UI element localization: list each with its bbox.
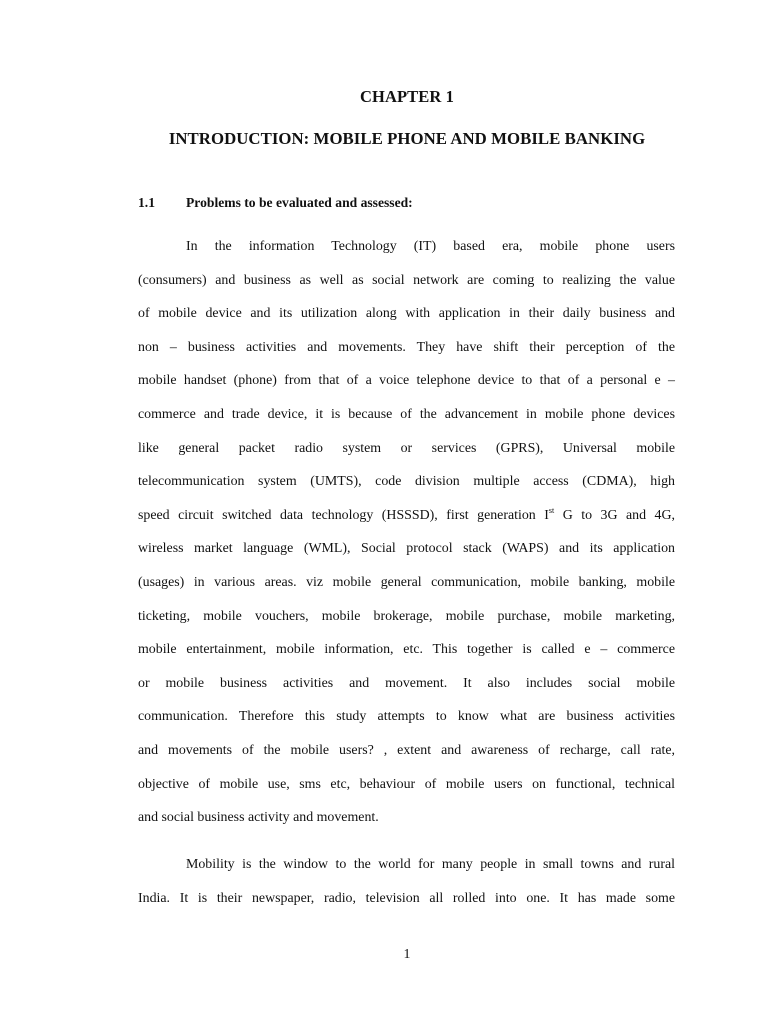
paragraph-line: and movements of the mobile users? , extent and awareness of recharge, call rate, bbox=[138, 742, 675, 758]
paragraph-line: (consumers) and business as well as social network are coming to realizing the value bbox=[138, 272, 675, 288]
paragraph-line: Mobility is the window to the world for many people in small towns and rural bbox=[186, 857, 675, 872]
paragraph-line-text: speed circuit switched data technology (HSSSD), first generation I bbox=[138, 507, 549, 523]
paragraph-line: or mobile business activities and movement. It also includes social mobile bbox=[138, 675, 675, 691]
paragraph-line-with-superscript bbox=[138, 499, 675, 533]
superscript-st: st bbox=[548, 505, 555, 515]
paragraph-line: of mobile device and its utilization along with application in their daily business and bbox=[138, 306, 675, 322]
paragraph-problems bbox=[138, 230, 675, 835]
paragraph-line: mobile entertainment, mobile information, etc. This together is called e – commerce bbox=[138, 642, 675, 658]
page-number: 1 bbox=[403, 947, 411, 962]
paragraph-line: (usages) in various areas. viz mobile general communication, mobile banking, mobile bbox=[138, 574, 675, 590]
paragraph-line: communication. Therefore this study attempts to know what are business activities bbox=[138, 709, 675, 725]
section-number: 1.1 bbox=[138, 195, 155, 210]
paragraph-line: India. It is their newspaper, radio, television all rolled into one. It has made some bbox=[138, 890, 675, 906]
paragraph-line: non – business activities and movements. They have shift their perception of the bbox=[138, 339, 675, 355]
paragraph-line: mobile handset (phone) from that of a voice telephone device to that of a personal e – bbox=[138, 373, 675, 389]
paragraph-line-tail: G to 3G and 4G, bbox=[554, 507, 675, 523]
paragraph-line: ticketing, mobile vouchers, mobile brokerage, mobile purchase, mobile marketing, bbox=[138, 608, 675, 624]
paragraph-line: In the information Technology (IT) based era, mobile phone users bbox=[186, 239, 675, 254]
paragraph-line: telecommunication system (UMTS), code division multiple access (CDMA), high bbox=[138, 474, 675, 490]
section-heading bbox=[138, 195, 413, 211]
paragraph-mobility bbox=[138, 848, 675, 915]
paragraph-line: like general packet radio system or services (GPRS), Universal mobile bbox=[138, 440, 675, 456]
paragraph-line: and social business activity and movement. bbox=[138, 810, 379, 826]
chapter-heading: CHAPTER 1 bbox=[360, 87, 454, 106]
paragraph-line: commerce and trade device, it is because of the advancement in mobile phone devices bbox=[138, 406, 675, 422]
chapter-title: INTRODUCTION: MOBILE PHONE AND MOBILE BANKING bbox=[168, 129, 646, 148]
paragraph-line: wireless market language (WML), Social protocol stack (WAPS) and its application bbox=[138, 541, 675, 557]
paragraph-line: objective of mobile use, sms etc, behaviour of mobile users on functional, technical bbox=[138, 776, 675, 792]
section-title: Problems to be evaluated and assessed: bbox=[186, 195, 413, 210]
